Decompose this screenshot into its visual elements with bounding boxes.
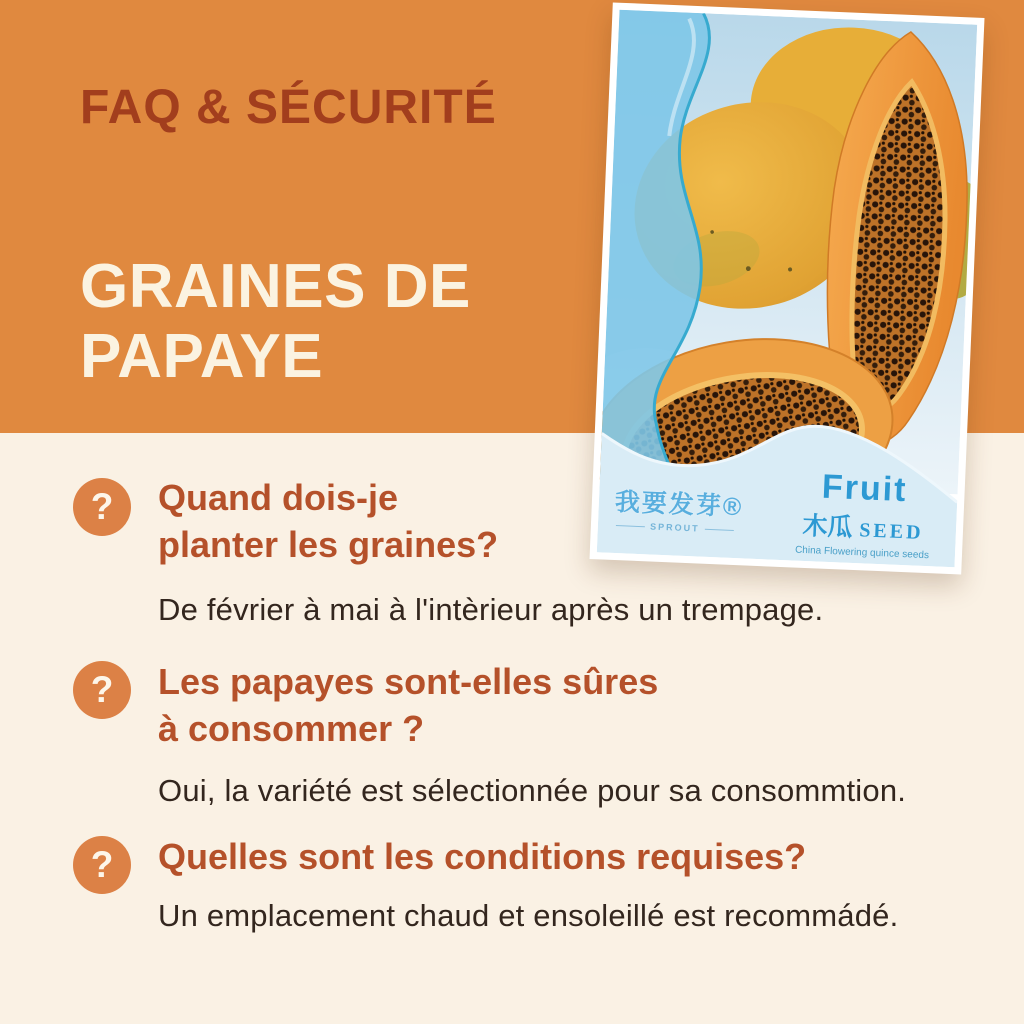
page-title-line2: PAPAYE bbox=[80, 322, 324, 391]
packet-product-subtitle: China Flowering quince seeds bbox=[794, 544, 930, 562]
page-title-line1: GRAINES DE bbox=[80, 252, 471, 321]
faq-answer-2: Oui, la variété est sélectionnée pour sa consommtion. bbox=[158, 773, 907, 808]
packet-product-name-en: Fruit bbox=[821, 467, 909, 510]
seed-packet bbox=[590, 2, 985, 574]
packet-label bbox=[597, 407, 961, 567]
page-kicker: FAQ & SÉCURITÉ bbox=[80, 81, 497, 134]
question-mark-icon: ? bbox=[73, 836, 131, 894]
packet-product-name-cn: 木瓜 bbox=[801, 511, 853, 542]
rule-right bbox=[705, 528, 734, 530]
question-mark-icon: ? bbox=[73, 478, 131, 536]
faq-question-1: Quand dois-je planter les graines? bbox=[158, 477, 499, 565]
faq-question-2: Les papayes sont-elles sûres à consommer ? bbox=[158, 661, 659, 749]
rule-left bbox=[616, 525, 645, 527]
faq-answer-3: Un emplacement chaud et ensoleillé est recommádé. bbox=[158, 898, 899, 933]
question-mark-icon: ? bbox=[73, 661, 131, 719]
packet-brand-logo: 我要发芽® bbox=[614, 487, 744, 522]
packet-product-name-row bbox=[777, 505, 948, 548]
faq-answer-1: De février à mai à l'intèrieur après un trempage. bbox=[158, 592, 824, 627]
packet-product-text bbox=[777, 467, 951, 562]
packet-product-type: SEED bbox=[858, 519, 924, 544]
packet-brand-sub: SPROUT bbox=[616, 520, 734, 535]
faq-question-3: Quelles sont les conditions requises? bbox=[158, 836, 807, 877]
page-title bbox=[80, 252, 471, 392]
